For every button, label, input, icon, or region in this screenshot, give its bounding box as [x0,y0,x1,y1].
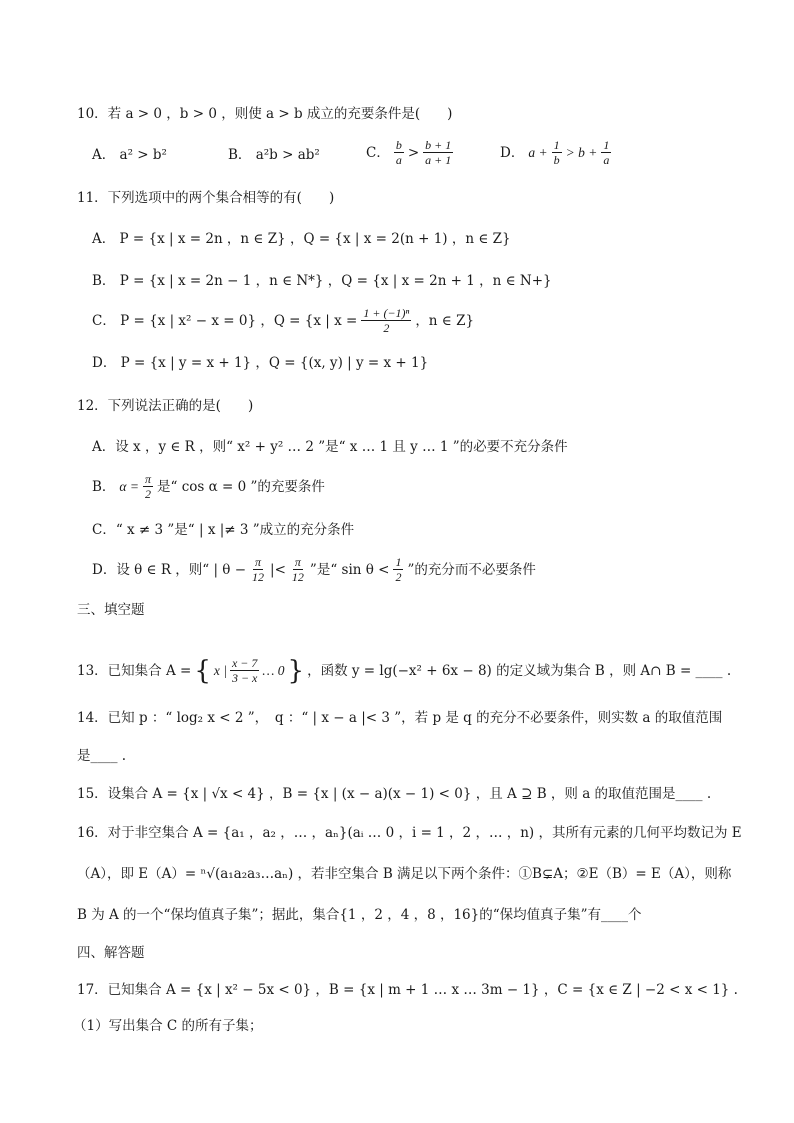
section-heading-answer: 四、解答题 [77,945,145,961]
question-14-line-1: 14．已知 p ：“ log₂ x < 2 ”， q ：“ | x − a |< 3 ”，若 p 是 q 的充分不必要条件，则实数 a 的取值范围 [77,710,723,726]
fraction-1-over-a: $\frac{1}{a}$ [603,138,610,167]
question-16-line-2: （A），即 E（A）= ⁿ√(a₁a₂a₃…aₙ) ，若非空集合 B 满足以下两个条件：①B⊊A；②E（B）= E（A），则称 [77,866,732,882]
option-d-text: D．设 θ ∈ R ，则“ | θ − [92,561,247,578]
question-17-line-1: 17．已知集合 A = {x | x² − 5x < 0} ，B = {x | m + 1 … x … 3m − 1} ，C = {x ∈ Z | −2 < x < 1} . [77,982,738,998]
question-12-option-b [92,472,325,501]
question-12-stem: 12．下列说法正确的是( ) [77,398,254,414]
fraction-pi-over-12-b: $\frac{\pi}{12}$ [291,555,304,584]
option-b-tail: 是“ cos α = 0 ”的充要条件 [157,478,325,495]
fraction-x7-over-3x: $\frac{x - 7}{3 - x}$ [231,656,258,685]
question-11-option-c [92,306,474,335]
question-10-option-d [500,138,611,167]
question-12-option-c: C．“ x ≠ 3 ”是“ | x |≠ 3 ”成立的充分条件 [92,522,355,538]
question-12-option-a: A．设 x ，y ∈ R ，则“ x² + y² … 2 ”是“ x … 1 且 y … 1 ”的必要不充分条件 [92,439,568,455]
q13-x: x | [213,662,227,678]
question-11-stem: 11．下列选项中的两个集合相等的有( ) [77,190,335,206]
question-10-option-c [366,138,453,167]
option-d-tail: ”的充分而不必要条件 [407,561,536,578]
q13-prefix: 13．已知集合 A = [77,662,192,679]
question-10-option-a: A． a² > b² [92,147,167,163]
question-10-option-b: B． a²b > ab² [228,147,320,163]
fraction-pi-over-12: $\frac{\pi}{12}$ [252,555,265,584]
option-c-text: C． P = {x | x² − x = 0} ，Q = {x | x = [92,312,358,329]
question-10-stem: 10．若 a > 0 ，b > 0 ，则使 a > b 成立的充要条件是( ) [77,106,453,122]
expr-part: > b + [565,144,598,160]
expr-part: a + [528,144,548,160]
question-12-option-d [92,555,536,584]
option-c-label: C． [366,144,390,161]
option-d-label: D． [500,144,525,161]
option-c-tail: ，n ∈ Z} [415,312,475,329]
fraction-1-over-b: $\frac{1}{b}$ [553,138,560,167]
question-11-option-a: A． P = {x | x = 2n ，n ∈ Z} ，Q = {x | x = 2(n + 1) ，n ∈ Z} [92,231,511,247]
q13-ineq: … 0 [262,662,285,678]
fraction-power: $\frac{\text{1 + (−1)ⁿ}}{2}$ [363,306,410,335]
expr-part: |< [270,561,286,578]
alpha-expr: α = [119,478,139,494]
q13-suffix: ，函数 y = lg(−x² + 6x − 8) 的定义域为集合 B ，则 A∩ B = ____ . [307,662,732,679]
fraction-pi-over-2: $\frac{\pi}{2}$ [145,472,152,501]
question-16-line-1: 16．对于非空集合 A = {a₁ ，a₂ ，… ，aₙ}(aᵢ … 0 ，i = 1 ，2 ，… ，n) ，其所有元素的几何平均数记为 E [77,825,742,841]
fraction-b1-over-a1: $\frac{b + 1}{a + 1}$ [425,138,452,167]
question-15: 15．设集合 A = {x | √x < 4} ，B = {x | (x − a)(x − 1) < 0} ，且 A ⊇ B ，则 a 的取值范围是____ . [77,786,712,802]
fraction-b-over-a: $\frac{b}{a}$ [395,138,402,167]
greater-sign: > [407,144,420,161]
question-16-line-3: B 为 A 的一个“保均值真子集”；据此，集合{1 ，2 ，4 ，8 ，16}的“保均值真子集”有____个 [77,907,642,923]
question-11-option-b: B． P = {x | x = 2n − 1 ，n ∈ N*} ，Q = {x | x = 2n + 1 ，n ∈ N+} [92,273,552,289]
question-14-line-2: 是____ . [77,748,127,764]
brace-close: } [287,655,305,686]
question-11-option-d: D． P = {x | y = x + 1} ，Q = {(x, y) | y = x + 1} [92,355,429,371]
fraction-1-over-2: $\frac{1}{2}$ [395,555,402,584]
expr-part: ”是“ sin θ < [309,561,390,578]
option-b-label: B． [92,478,116,495]
brace-open: { [194,655,211,686]
question-13 [77,656,731,685]
question-17-part-1: （1）写出集合 C 的所有子集； [73,1018,263,1034]
section-heading-fill-in: 三、填空题 [77,602,145,618]
